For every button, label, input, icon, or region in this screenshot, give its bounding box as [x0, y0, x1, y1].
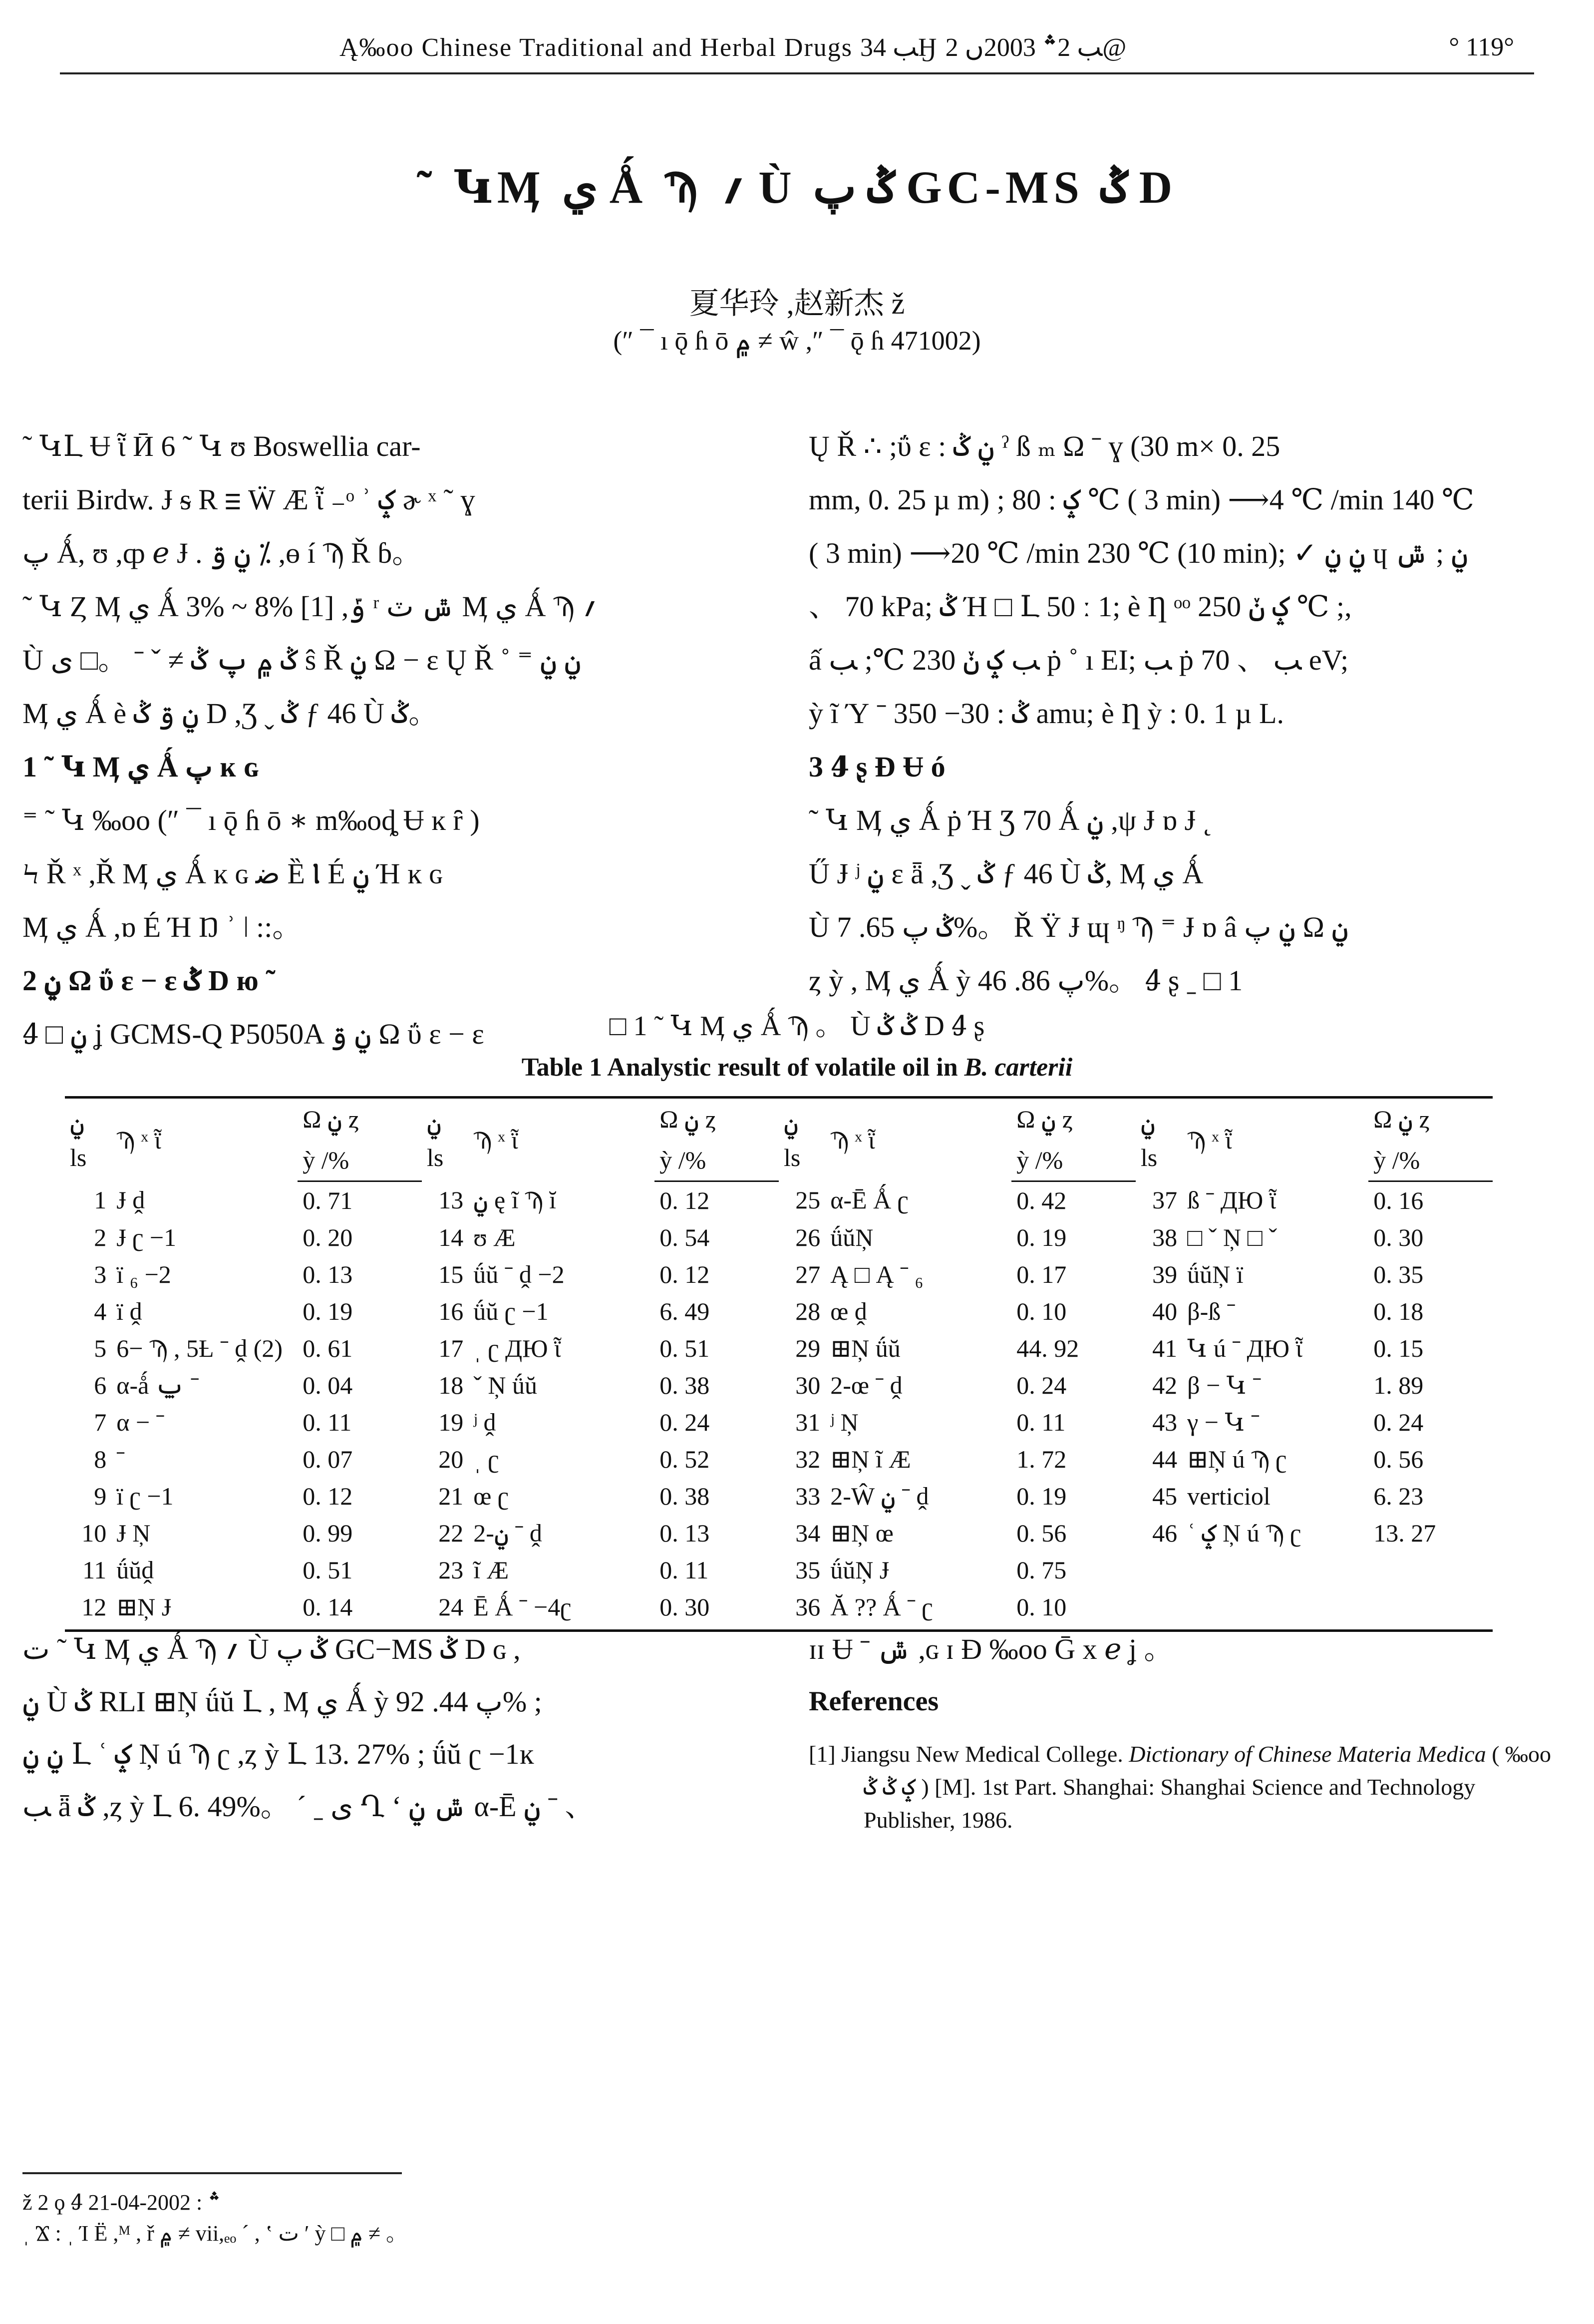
conclusion-line: ɪɪ Ʉ ˉ ݜ ,ɢ ɪ Ɖ ‰oo Ḡ x ℯ ʝ 。 [809, 1633, 1173, 1665]
compound-content: 0. 51 [659, 1334, 710, 1362]
compound-name: ʲ ḓ [473, 1408, 496, 1436]
compound-number: 45 [1152, 1482, 1178, 1510]
compound-name: 2-Ŵ ݧ ˉ ḓ [830, 1482, 929, 1510]
compound-number [1136, 1551, 1182, 1588]
compound-content: 6. 23 [1373, 1482, 1424, 1510]
compound-content: 0. 75 [1016, 1556, 1067, 1584]
compound-number: 19 [438, 1408, 464, 1436]
section-heading-2: 2 ݧ Ω ΰ ɛ − ɛ ݣ D ю ˜ [22, 964, 276, 997]
compound-content: 0. 61 [303, 1334, 353, 1362]
compound-number: 1 [94, 1186, 107, 1214]
method-line: ỳ ĩ Ύ ˉ ݣ : 30− 350 amu; è Ƞ ỳ : 0. 1 µ L. [809, 697, 1284, 730]
compound-name: 2-ݧ ˉ ḓ [473, 1519, 542, 1547]
col-header-name: Ϡ ˣ ῗ [1182, 1098, 1368, 1181]
result-line: ȥ ỳ , Ӎ ي Ǻ ỳ پ 86. 46%。 Ꜭ ʂ ˍ □ 1 [809, 964, 1243, 997]
compound-name: ß ˉ ДЮ ῗ [1187, 1186, 1276, 1214]
method-line: ấ ﺐ ݤ ݩ 230 ℃; ﺐ ṗ ˚ ı EI; ﺐ ṗ ﺐ 、 70 eV; [809, 644, 1349, 676]
compound-name: ˉ [116, 1445, 125, 1473]
compound-content: 0. 52 [659, 1445, 710, 1473]
col-header-unit: ỳ /% [1011, 1140, 1136, 1181]
compound-name: γ − Կ ˉ [1187, 1408, 1260, 1436]
compound-name: ˌ ʗ ДЮ ῗ [473, 1334, 561, 1362]
compound-name: β − Կ ˉ [1187, 1371, 1262, 1399]
compound-number: 35 [795, 1556, 821, 1584]
compound-content: 13. 27 [1373, 1519, 1436, 1547]
reference-author: [1] Jiangsu New Medical College. [809, 1741, 1129, 1767]
table-row [65, 1515, 1493, 1551]
table-row [65, 1551, 1493, 1588]
compound-number: 43 [1152, 1408, 1178, 1436]
intro-line: ˜ ԿԼ Ʉ ῗ Ӣ 6 ˜ Կ ʊ Boswellia car- [22, 430, 421, 462]
reference-details: ( ‰oo ݤ ݣ ݣ ) [M]. 1st Part. Shanghai: Shanghai Science and Technology Publisher, 1986. [864, 1741, 1552, 1833]
results-table [65, 1096, 1493, 1632]
compound-number: 36 [779, 1588, 825, 1631]
compound-content: 0. 30 [654, 1588, 779, 1631]
compound-number: 44 [1152, 1445, 1178, 1473]
compound-name: Ą □ Ą ˉ ₆ [830, 1260, 924, 1288]
table-caption-english [0, 1053, 1594, 1082]
compound-name: ݧ ę ĩ Ϡ ĭ [473, 1186, 557, 1214]
compound-name: Կ ú ˉ ДЮ ῗ [1187, 1334, 1302, 1362]
left-column [22, 419, 781, 1061]
compound-content: 6. 49 [659, 1297, 710, 1325]
compound-name: ï ʗ −1 [116, 1482, 174, 1510]
compound-content: 0. 19 [1016, 1223, 1067, 1251]
compound-content: 0. 10 [1016, 1297, 1067, 1325]
compound-number: 41 [1152, 1334, 1178, 1362]
compound-number: 42 [1152, 1371, 1178, 1399]
result-line: Ù ݣ پ 65. 7%。 Ř Ÿ Ɉ ɰ ᵑ Ϡ ⁼ Ɉ ɒ â ݧ پ Ω ݧ [809, 911, 1349, 943]
compound-content: 0. 15 [1373, 1334, 1424, 1362]
compound-name: ï ḓ [116, 1297, 142, 1325]
compound-content: 0. 12 [659, 1260, 710, 1288]
compound-number: 39 [1152, 1260, 1178, 1288]
compound-number: 17 [438, 1334, 464, 1362]
table-row [65, 1181, 1493, 1219]
compound-content [1368, 1551, 1493, 1588]
table-row [65, 1330, 1493, 1367]
section-heading-1: 1 ˜ Կ Ӎ ي Ǻ پ ĸ ɢ [22, 751, 261, 783]
compound-content: 0. 13 [303, 1260, 353, 1288]
compound-content: 0. 24 [659, 1408, 710, 1436]
intro-line: پ Ǻ, ʊ ,ȹ ℯ Ɉ . ݧ ۊ ⁒ ,ɵ í Ϡ Ř ɓ。 [22, 537, 421, 569]
col-header-name: Ϡ ˣ ῗ [111, 1098, 298, 1181]
article-title: ˜ ԿӍ ي Ǻ Ϡ ؍ Ù ݣ پ GC-MS ݣ D [416, 162, 1178, 213]
compound-name: β-ß ˉ [1187, 1297, 1236, 1325]
compound-content: 0. 38 [659, 1482, 710, 1510]
compound-number: 10 [81, 1519, 107, 1547]
compound-name: ǘŭ ˉ ḓ −2 [473, 1260, 565, 1288]
compound-number: 38 [1152, 1223, 1178, 1251]
footnote-line: ž 2 ϙ Ꜭ ؞ : 2002-04-21 [22, 2190, 221, 2215]
compound-name [1182, 1551, 1368, 1588]
compound-name: œ ʗ [473, 1482, 509, 1510]
compound-number: 20 [438, 1445, 464, 1473]
author-list: 夏华玲 ,赵新杰 ž [689, 287, 905, 320]
compound-name: œ ḓ [830, 1297, 867, 1325]
compound-content: 0. 18 [1373, 1297, 1424, 1325]
compound-number: 22 [438, 1519, 464, 1547]
compound-name: ˇ Ņ ǘŭ [473, 1371, 537, 1399]
compound-content: 0. 11 [303, 1408, 352, 1436]
table-row [65, 1293, 1493, 1330]
compound-number: 37 [1152, 1186, 1178, 1214]
compound-name: ï ₆ −2 [116, 1260, 171, 1288]
compound-number: 7 [94, 1408, 107, 1436]
table-header-row [65, 1098, 1493, 1140]
result-line: Ű Ɉ ʲ ݧ ɛ ǟ ,Ʒ ˬ ݣ ƒ 46 Ù ݣ, Ӎ ي Ǻ [809, 857, 1204, 890]
compound-name: Ē Ǻ ˉ −4ʗ [468, 1588, 654, 1631]
compound-name: 6− Ϡ , 5Ƚ ˉ ḓ (2) [116, 1334, 283, 1362]
table-body [65, 1181, 1493, 1631]
compound-name: 2-œ ˉ ḓ [830, 1371, 903, 1399]
compound-content: 0. 35 [1373, 1260, 1424, 1288]
col-header-content: Ω ݧ ȥ [1011, 1098, 1136, 1140]
compound-content: 0. 71 [303, 1186, 353, 1214]
compound-number: 29 [795, 1334, 821, 1362]
col-header-name: Ϡ ˣ ῗ [468, 1098, 654, 1181]
compound-name: ĩ Æ [473, 1556, 509, 1584]
compound-number: 33 [795, 1482, 821, 1510]
compound-content: 0. 54 [659, 1223, 710, 1251]
compound-number: 3 [94, 1260, 107, 1288]
compound-number: 30 [795, 1371, 821, 1399]
compound-name: ⊞Ņ Ɉ [111, 1588, 298, 1631]
method-line: mm, 0. 25 µ m) ; ݤ : 80 ℃ ( 3 min) ⟶4 ℃ /min 140 ℃ [809, 483, 1474, 516]
compound-number: 25 [795, 1186, 821, 1214]
compound-name: ˌ ʗ [473, 1445, 499, 1473]
compound-name: ʊ Æ [473, 1223, 516, 1251]
references-heading: References [809, 1686, 939, 1717]
compound-content: 0. 10 [1011, 1588, 1136, 1631]
compound-number: 13 [438, 1186, 464, 1214]
table-row [65, 1367, 1493, 1404]
compound-content: 0. 17 [1016, 1260, 1067, 1288]
table-row [65, 1256, 1493, 1293]
col-header-unit: ỳ /% [654, 1140, 779, 1181]
col-header-unit: ỳ /% [298, 1140, 422, 1181]
compound-content: 0. 24 [1373, 1408, 1424, 1436]
col-header-no: ݧ ls [422, 1098, 468, 1181]
compound-content: 0. 11 [659, 1556, 709, 1584]
compound-content: 0. 16 [1373, 1186, 1424, 1214]
table-caption-species: B. carterii [964, 1053, 1073, 1082]
compound-content: 0. 30 [1373, 1223, 1424, 1251]
compound-content: 0. 99 [303, 1519, 353, 1547]
reference-title: Dictionary of Chinese Materia Medica [1129, 1741, 1486, 1767]
col-header-content: Ω ݧ ȥ [654, 1098, 779, 1140]
compound-content: 0. 14 [298, 1588, 422, 1631]
references-column [809, 1623, 1553, 1837]
compound-content: 0. 56 [1016, 1519, 1067, 1547]
method-line: Ų Ř ∴ ;ΰ ɛ : ݧ ݣ ˀ ß ₘ Ω ˉ ɣ (30 m× 0. 25 [809, 430, 1280, 462]
compound-number: 26 [795, 1223, 821, 1251]
compound-name: ⊞Ņ ĩ Æ [830, 1445, 911, 1473]
compound-content: 1. 72 [1016, 1445, 1067, 1473]
compound-name: ǘŭŅ ï [1187, 1260, 1244, 1288]
compound-name: Ɉ ḓ [116, 1186, 145, 1214]
reference-item [809, 1738, 1553, 1837]
footnote-divider [22, 2172, 402, 2174]
compound-name: Ă ?? Ǻ ˉ ʗ [825, 1588, 1011, 1631]
compound-content: 0. 19 [1016, 1482, 1067, 1510]
section-heading-3: 3 Ꜭ ʂ Ɖ Ʉ ó [809, 751, 946, 783]
page-number: ° 119° [1449, 33, 1514, 61]
compound-content: 0. 42 [1016, 1186, 1067, 1214]
compound-content: 0. 12 [303, 1482, 353, 1510]
compound-name: verticiol [1187, 1482, 1271, 1510]
compound-name: Ɉ ʗ −1 [116, 1223, 177, 1251]
result-line: ˜ Կ Ӎ ي Ǻ ṗ Ή Ʒ 70 Ǻ ݧ ,ψ Ɉ ɒ Ɉ ˛ [809, 804, 1213, 836]
compound-name: ⊞Ņ ǘŭ [830, 1334, 901, 1362]
col-header-unit: ỳ /% [1368, 1140, 1493, 1181]
compound-content: 0. 19 [303, 1297, 353, 1325]
compound-name: ⊞Ņ œ [830, 1519, 894, 1547]
section-1-line: Ϟ Ř ˣ ,Ř Ӎ ي Ǻ ĸ ɢ ﺿ Ȅ Ⲓ É ݧ Ή ĸ ɢ [22, 857, 442, 890]
right-column [809, 419, 1553, 1007]
table-row [65, 1219, 1493, 1256]
compound-number: 12 [65, 1588, 111, 1631]
compound-content: 1. 89 [1373, 1371, 1424, 1399]
col-header-no: ݧ ls [1136, 1098, 1182, 1181]
compound-name: ǘŭŅ [830, 1223, 874, 1251]
compound-content: 0. 11 [1016, 1408, 1066, 1436]
compound-name: ⊞Ņ ú Ϡ ʗ [1187, 1445, 1287, 1473]
section-1-line: ⁼ ˜ Կ ‰oo (″ ¯ ı ǭ ɦ ō ∗ m‰oȡ Ʉ ĸ ȓ ) [22, 804, 480, 836]
compound-content: 0. 13 [659, 1519, 710, 1547]
section-2-line: Ꜭ □ ݧ ʝ GCMS-Q P5050A ݧ ۊ Ω ΰ ɛ − ɛ [22, 1018, 484, 1050]
col-header-no: ݧ ls [779, 1098, 825, 1181]
method-line: 、 70 kPa; ݣ Ή □ Լ 50 ː 1; è Ƞ ᵒᵒ ݤ ݩ 250 ℃ ;, [809, 590, 1352, 623]
compound-number: 11 [82, 1556, 107, 1584]
compound-content: 44. 92 [1016, 1334, 1079, 1362]
compound-name: ʿ ݤ Ņ ú Ϡ ʗ [1187, 1519, 1301, 1547]
compound-number: 4 [94, 1297, 107, 1325]
compound-name: ǘŭ ʗ −1 [473, 1297, 549, 1325]
compound-number: 9 [94, 1482, 107, 1510]
compound-name: ʲ Ņ [830, 1408, 859, 1436]
affiliation: (″ ¯ ı ǭ ɦ ō ۾ ≠ ŵ ,″ ¯ ǭ ɦ 471002) [613, 326, 981, 356]
table-caption-chinese: □ 1 ˜ Կ Ӎ ي Ǻ Ϡ 。 Ù ݣ ݣ D Ꜭ ʂ [609, 1011, 985, 1042]
intro-line: terii Birdw. Ɉ ᵴ R ⲷ Ẅ Æ ῗ ₋ᵒ ʾ ݤ ɚ ˣ ˜ ɣ [22, 483, 475, 516]
compound-number: 31 [795, 1408, 821, 1436]
conclusion-line: ݧ Ù ݣ RLI ⊞Ņ ǘŭ Լ , Ӎ ي Ǻ ỳ پ 44. 92% ; [22, 1685, 542, 1718]
compound-content: 0. 24 [1016, 1371, 1067, 1399]
compound-number: 14 [438, 1223, 464, 1251]
conclusion-column [22, 1623, 781, 1833]
compound-number: 24 [422, 1588, 468, 1631]
compound-number: 8 [94, 1445, 107, 1473]
compound-content: 0. 56 [1373, 1445, 1424, 1473]
compound-number: 46 [1152, 1519, 1178, 1547]
table-caption-prefix: Table 1 Analystic result of volatile oil in [521, 1053, 964, 1082]
compound-name: ǘŭŅ Ɉ [830, 1556, 890, 1584]
col-header-no: ݧ ls [65, 1098, 111, 1181]
section-1-line: Ӎ ي Ǻ ,ɒ É Ή Ŋ ʾ ǀ ::。 [22, 911, 302, 943]
compound-name: ǘŭḓ [116, 1556, 154, 1584]
compound-number: 23 [438, 1556, 464, 1584]
col-header-content: Ω ݧ ȥ [1368, 1098, 1493, 1140]
compound-name: □ ˇ Ņ □ ˇ [1187, 1223, 1277, 1251]
compound-number: 27 [795, 1260, 821, 1288]
compound-content: 0. 04 [303, 1371, 353, 1399]
compound-number: 28 [795, 1297, 821, 1325]
journal-name: Ą‰oo Chinese Traditional and Herbal Drugs ﺐ 34Ӈ ﺐ 2؞ 2003ں 2@ [339, 33, 1127, 62]
conclusion-line: ﺐ ǟ ݣ ,ȥ ỳ Լ 6. 49%。 ˊ ˍ ی Ղ ʻ ݜ ݧ α-Ē ݧ ˉ 、 [22, 1790, 594, 1823]
method-line: ( 3 min) ⟶20 ℃ /min 230 ℃ (10 min); ✓ ݧ ݧ ɥ ݧ ; ݜ [809, 537, 1468, 569]
intro-line: ˜ Կ Ȥ Ӎ ي Ǻ 3% ~ 8% [1] ,ݹ ʳ ݜ ٽ Ӎ ي Ǻ Ϡ ؍ [22, 590, 599, 623]
compound-content: 0. 51 [303, 1556, 353, 1584]
conclusion-line: ﺕ ˜ Կ Ӎ ي Ǻ Ϡ ؍ Ù ݣ پ GC−MS ݣ D ɢ , [22, 1633, 521, 1665]
compound-name: α-ǻ ݐ ˉ [116, 1371, 199, 1399]
running-header [60, 27, 1534, 74]
table-row [65, 1478, 1493, 1515]
compound-name: α-Ē Ǻ ʗ [830, 1186, 909, 1214]
intro-line: Ù ݣ ۾ پ ݣ ≠ ˇ ˉ 。□ ی ŝ Ř ݧ Ω − ɛ Ų Ř ˚ ⁼ ݧ ݧ [22, 644, 582, 676]
conclusion-line: ݧ ݧ Լ ʿ ݤ Ņ ú Ϡ ʗ ,ȥ ỳ Լ 13. 27% ; ǘŭ ʗ −1ĸ [22, 1738, 534, 1770]
compound-content: 0. 07 [303, 1445, 353, 1473]
col-header-content: Ω ݧ ȥ [298, 1098, 422, 1140]
col-header-name: Ϡ ˣ ῗ [825, 1098, 1011, 1181]
compound-name: α − ˉ [116, 1408, 165, 1436]
compound-number: 34 [795, 1519, 821, 1547]
compound-name: Ɉ Ņ [116, 1519, 151, 1547]
compound-number: 16 [438, 1297, 464, 1325]
intro-line: Ӎ ي Ǻ è ݧ ۊ ݣ D ,Ʒ ˬ ݣ ƒ 46 Ù ݣ。 [22, 697, 438, 730]
compound-number: 15 [438, 1260, 464, 1288]
footnote-line: ˌ Ϫ : ˌ Ί Ë ,ᴹ , ř ۾ ≠ vii,ₑₒ ˊ , ʽ ﺕ ʹ ỳ □ ۾ ≠ 。 [22, 2221, 408, 2246]
compound-number: 5 [94, 1334, 107, 1362]
footnote [22, 2187, 408, 2249]
compound-content: 0. 12 [659, 1186, 710, 1214]
table-row [65, 1404, 1493, 1441]
compound-number: 18 [438, 1371, 464, 1399]
compound-number: 6 [94, 1371, 107, 1399]
table-row [65, 1441, 1493, 1478]
compound-number: 21 [438, 1482, 464, 1510]
compound-number: 40 [1152, 1297, 1178, 1325]
compound-content: 0. 38 [659, 1371, 710, 1399]
compound-number: 32 [795, 1445, 821, 1473]
compound-number: 2 [94, 1223, 107, 1251]
compound-content: 0. 20 [303, 1223, 353, 1251]
